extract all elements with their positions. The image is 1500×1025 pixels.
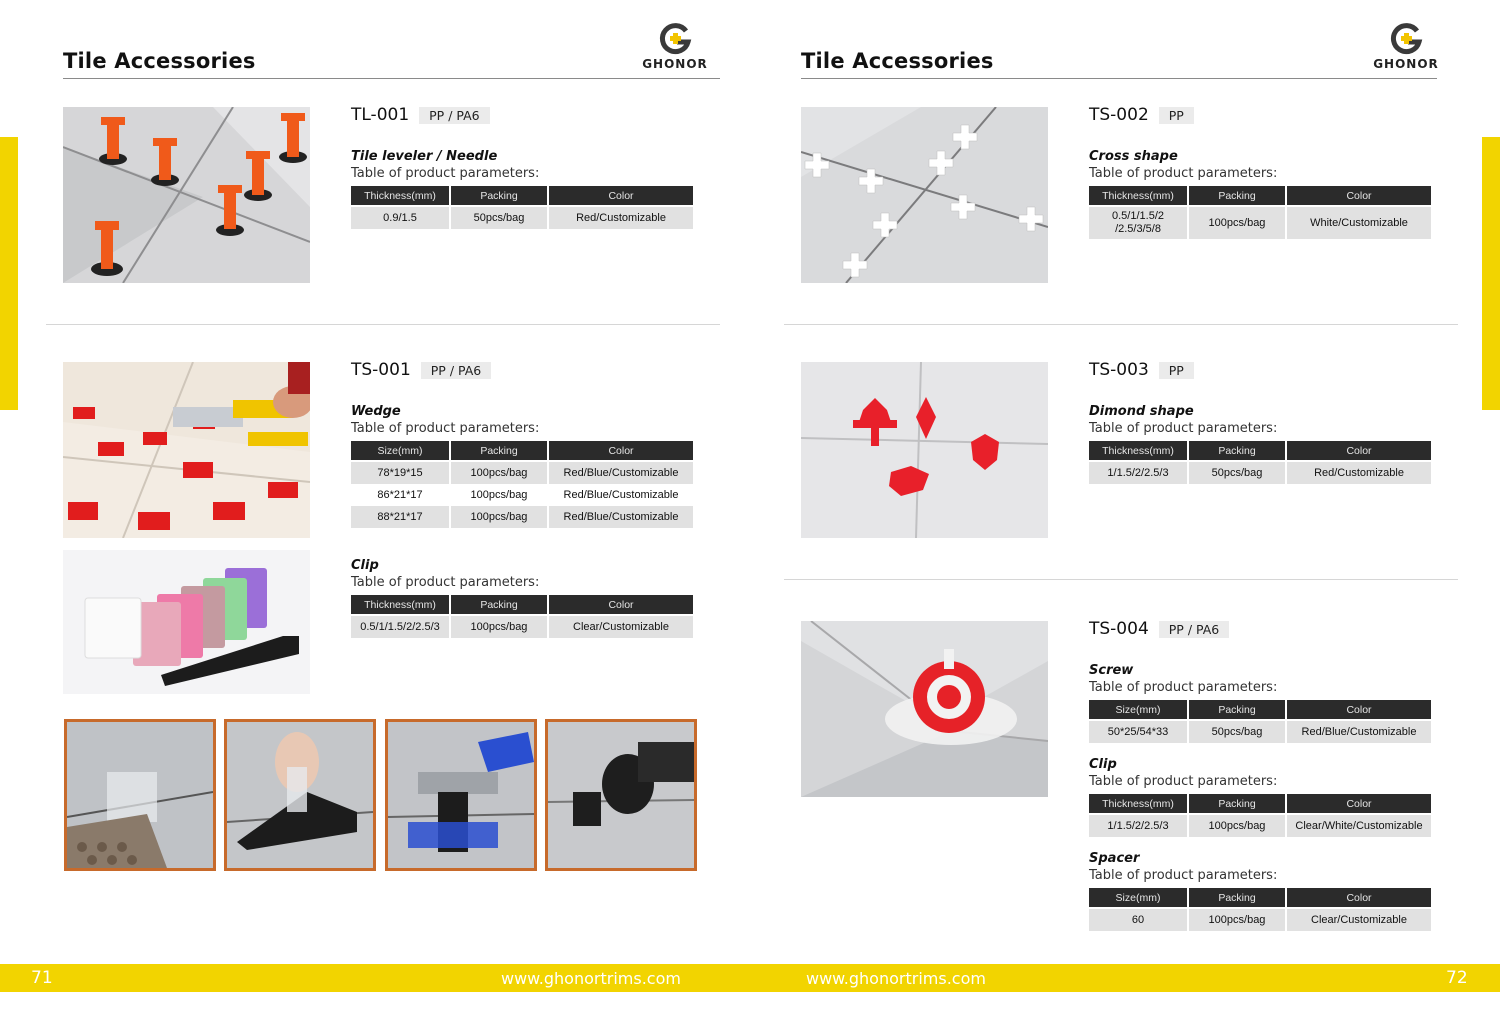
header-cell: Color [1287, 794, 1431, 813]
table-cell: Clear/White/Customizable [1287, 815, 1431, 837]
product-code [1089, 619, 1449, 639]
material-badge: PP [1159, 107, 1194, 124]
product-ts004 [1089, 619, 1449, 931]
header-cell: Color [1287, 700, 1431, 719]
table-cell: 50pcs/bag [451, 207, 547, 229]
header-cell: Size(mm) [1089, 888, 1187, 907]
params-table [1087, 186, 1433, 239]
header-cell: Packing [1189, 700, 1285, 719]
params-table [349, 595, 695, 638]
table-cell: 78*19*15 [351, 462, 449, 484]
usage-photo-4 [545, 719, 697, 871]
right-section-divider-1 [784, 324, 1458, 325]
header-cell: Color [1287, 186, 1431, 205]
table-cell: Clear/Customizable [1287, 909, 1431, 931]
footer-bar [0, 964, 1500, 992]
header-cell: Thickness(mm) [1089, 794, 1187, 813]
table-row [1089, 462, 1431, 484]
table-row [351, 484, 693, 506]
left-website-link[interactable]: www.ghonortrims.com [501, 969, 681, 988]
right-section-divider-2 [784, 579, 1458, 580]
product-code-text: TS-002 [1089, 105, 1149, 125]
header-cell: Color [549, 186, 693, 205]
header-cell: Thickness(mm) [1089, 441, 1187, 460]
material-badge: PP / PA6 [419, 107, 489, 124]
table-cell: Red/Blue/Customizable [549, 462, 693, 484]
product-ts001-clip [351, 558, 711, 638]
header-cell: Color [1287, 888, 1431, 907]
ghonor-logo-icon [658, 22, 692, 56]
product-ts001 [351, 360, 711, 528]
table-row [351, 462, 693, 484]
wedge-photo [63, 362, 310, 538]
table-row [351, 506, 693, 528]
product-ts002 [1089, 105, 1449, 239]
table-caption: Table of product parameters: [1089, 774, 1278, 789]
right-logo [1371, 22, 1441, 71]
product-name: Clip [351, 558, 379, 573]
table-cell: 0.5/1/1.5/2 /2.5/3/5/8 [1089, 207, 1187, 239]
table-cell: 50pcs/bag [1189, 721, 1285, 743]
table-cell: 100pcs/bag [451, 506, 547, 528]
table-cell: 88*21*17 [351, 506, 449, 528]
table-cell: Red/Blue/Customizable [1287, 721, 1431, 743]
clip-photo [63, 550, 310, 694]
table-cell: White/Customizable [1287, 207, 1431, 239]
usage-photo-2 [224, 719, 376, 871]
table-cell: Red/Customizable [1287, 462, 1431, 484]
table-cell: 100pcs/bag [451, 462, 547, 484]
product-code [1089, 105, 1449, 125]
material-badge: PP / PA6 [1159, 621, 1229, 638]
table-caption: Table of product parameters: [351, 421, 540, 436]
product-name: Spacer [1089, 851, 1140, 866]
product-code-text: TS-003 [1089, 360, 1149, 380]
product-code [1089, 360, 1449, 380]
params-table [1087, 794, 1433, 837]
params-table [349, 441, 695, 528]
header-cell: Packing [1189, 794, 1285, 813]
material-badge: PP [1159, 362, 1194, 379]
product-name: Clip [1089, 757, 1117, 772]
tile-leveler-photo [63, 107, 310, 283]
table-cell: Red/Blue/Customizable [549, 506, 693, 528]
table-caption: Table of product parameters: [1089, 868, 1278, 883]
params-table [349, 186, 695, 229]
params-table [1087, 700, 1433, 743]
header-cell: Size(mm) [1089, 700, 1187, 719]
left-section-divider [46, 324, 720, 325]
table-cell: 60 [1089, 909, 1187, 931]
table-cell: 100pcs/bag [1189, 909, 1285, 931]
header-cell: Thickness(mm) [351, 595, 449, 614]
table-row [1089, 909, 1431, 931]
right-page-number: 72 [1446, 968, 1468, 988]
header-cell: Thickness(mm) [351, 186, 449, 205]
table-cell: Clear/Customizable [549, 616, 693, 638]
header-cell: Packing [1189, 186, 1285, 205]
material-badge: PP / PA6 [421, 362, 491, 379]
table-cell: Red/Blue/Customizable [563, 488, 679, 501]
header-cell: Packing [451, 595, 547, 614]
table-caption: Table of product parameters: [351, 575, 540, 590]
cross-spacer-photo [801, 107, 1048, 283]
table-cell: 0.9/1.5 [351, 207, 449, 229]
table-cell: 50*25/54*33 [1089, 721, 1187, 743]
header-cell: Color [549, 441, 693, 460]
table-caption: Table of product parameters: [1089, 421, 1278, 436]
header-cell: Packing [1189, 888, 1285, 907]
table-cell: 100pcs/bag [451, 616, 547, 638]
table-row [351, 207, 693, 229]
product-code-text: TS-001 [351, 360, 411, 380]
product-code [351, 360, 711, 380]
table-cell: 0.5/1/1.5/2/2.5/3 [351, 616, 449, 638]
table-row [1089, 207, 1431, 239]
table-row [1089, 815, 1431, 837]
table-cell: Red/Customizable [549, 207, 693, 229]
right-edge-bar [1482, 137, 1500, 410]
left-logo [640, 22, 710, 71]
left-header-rule [63, 78, 720, 79]
table-cell: 100pcs/bag [470, 488, 528, 501]
table-caption: Table of product parameters: [1089, 680, 1278, 695]
header-cell: Size(mm) [351, 441, 449, 460]
table-cell: 1/1.5/2/2.5/3 [1089, 815, 1187, 837]
header-cell: Packing [451, 441, 547, 460]
left-page-number: 71 [31, 968, 53, 988]
diamond-spacer-photo [801, 362, 1048, 538]
product-name: Cross shape [1089, 149, 1178, 164]
params-table [1087, 441, 1433, 484]
product-name: Dimond shape [1089, 404, 1194, 419]
right-header-rule [801, 78, 1437, 79]
header-cell: Packing [1189, 441, 1285, 460]
ghonor-logo-icon [1389, 22, 1423, 56]
product-code [351, 105, 711, 125]
table-row [1089, 721, 1431, 743]
table-cell: 1/1.5/2/2.5/3 [1089, 462, 1187, 484]
product-code-text: TL-001 [351, 105, 410, 125]
right-page-title: Tile Accessories [801, 49, 994, 73]
product-name: Screw [1089, 663, 1134, 678]
usage-photo-1 [64, 719, 216, 871]
left-edge-bar [0, 137, 18, 410]
product-ts003 [1089, 360, 1449, 484]
table-cell: 100pcs/bag [1189, 815, 1285, 837]
left-page-title: Tile Accessories [63, 49, 256, 73]
header-cell: Color [549, 595, 693, 614]
table-caption: Table of product parameters: [1089, 166, 1278, 181]
usage-photo-3 [385, 719, 537, 871]
header-cell: Thickness(mm) [1089, 186, 1187, 205]
product-name: Tile leveler / Needle [351, 149, 498, 164]
logo-text: GHONOR [642, 57, 708, 71]
product-code-text: TS-004 [1089, 619, 1149, 639]
screw-leveler-photo [801, 621, 1048, 797]
header-cell: Color [1287, 441, 1431, 460]
right-website-link[interactable]: www.ghonortrims.com [806, 969, 986, 988]
product-name: Wedge [351, 404, 401, 419]
table-caption: Table of product parameters: [351, 166, 540, 181]
table-cell: 50pcs/bag [1189, 462, 1285, 484]
product-tl001 [351, 105, 711, 229]
table-cell: 86*21*17 [377, 488, 423, 501]
header-cell: Packing [451, 186, 547, 205]
params-table [1087, 888, 1433, 931]
table-cell: 100pcs/bag [1189, 207, 1285, 239]
logo-text: GHONOR [1373, 57, 1439, 71]
table-row [351, 616, 693, 638]
